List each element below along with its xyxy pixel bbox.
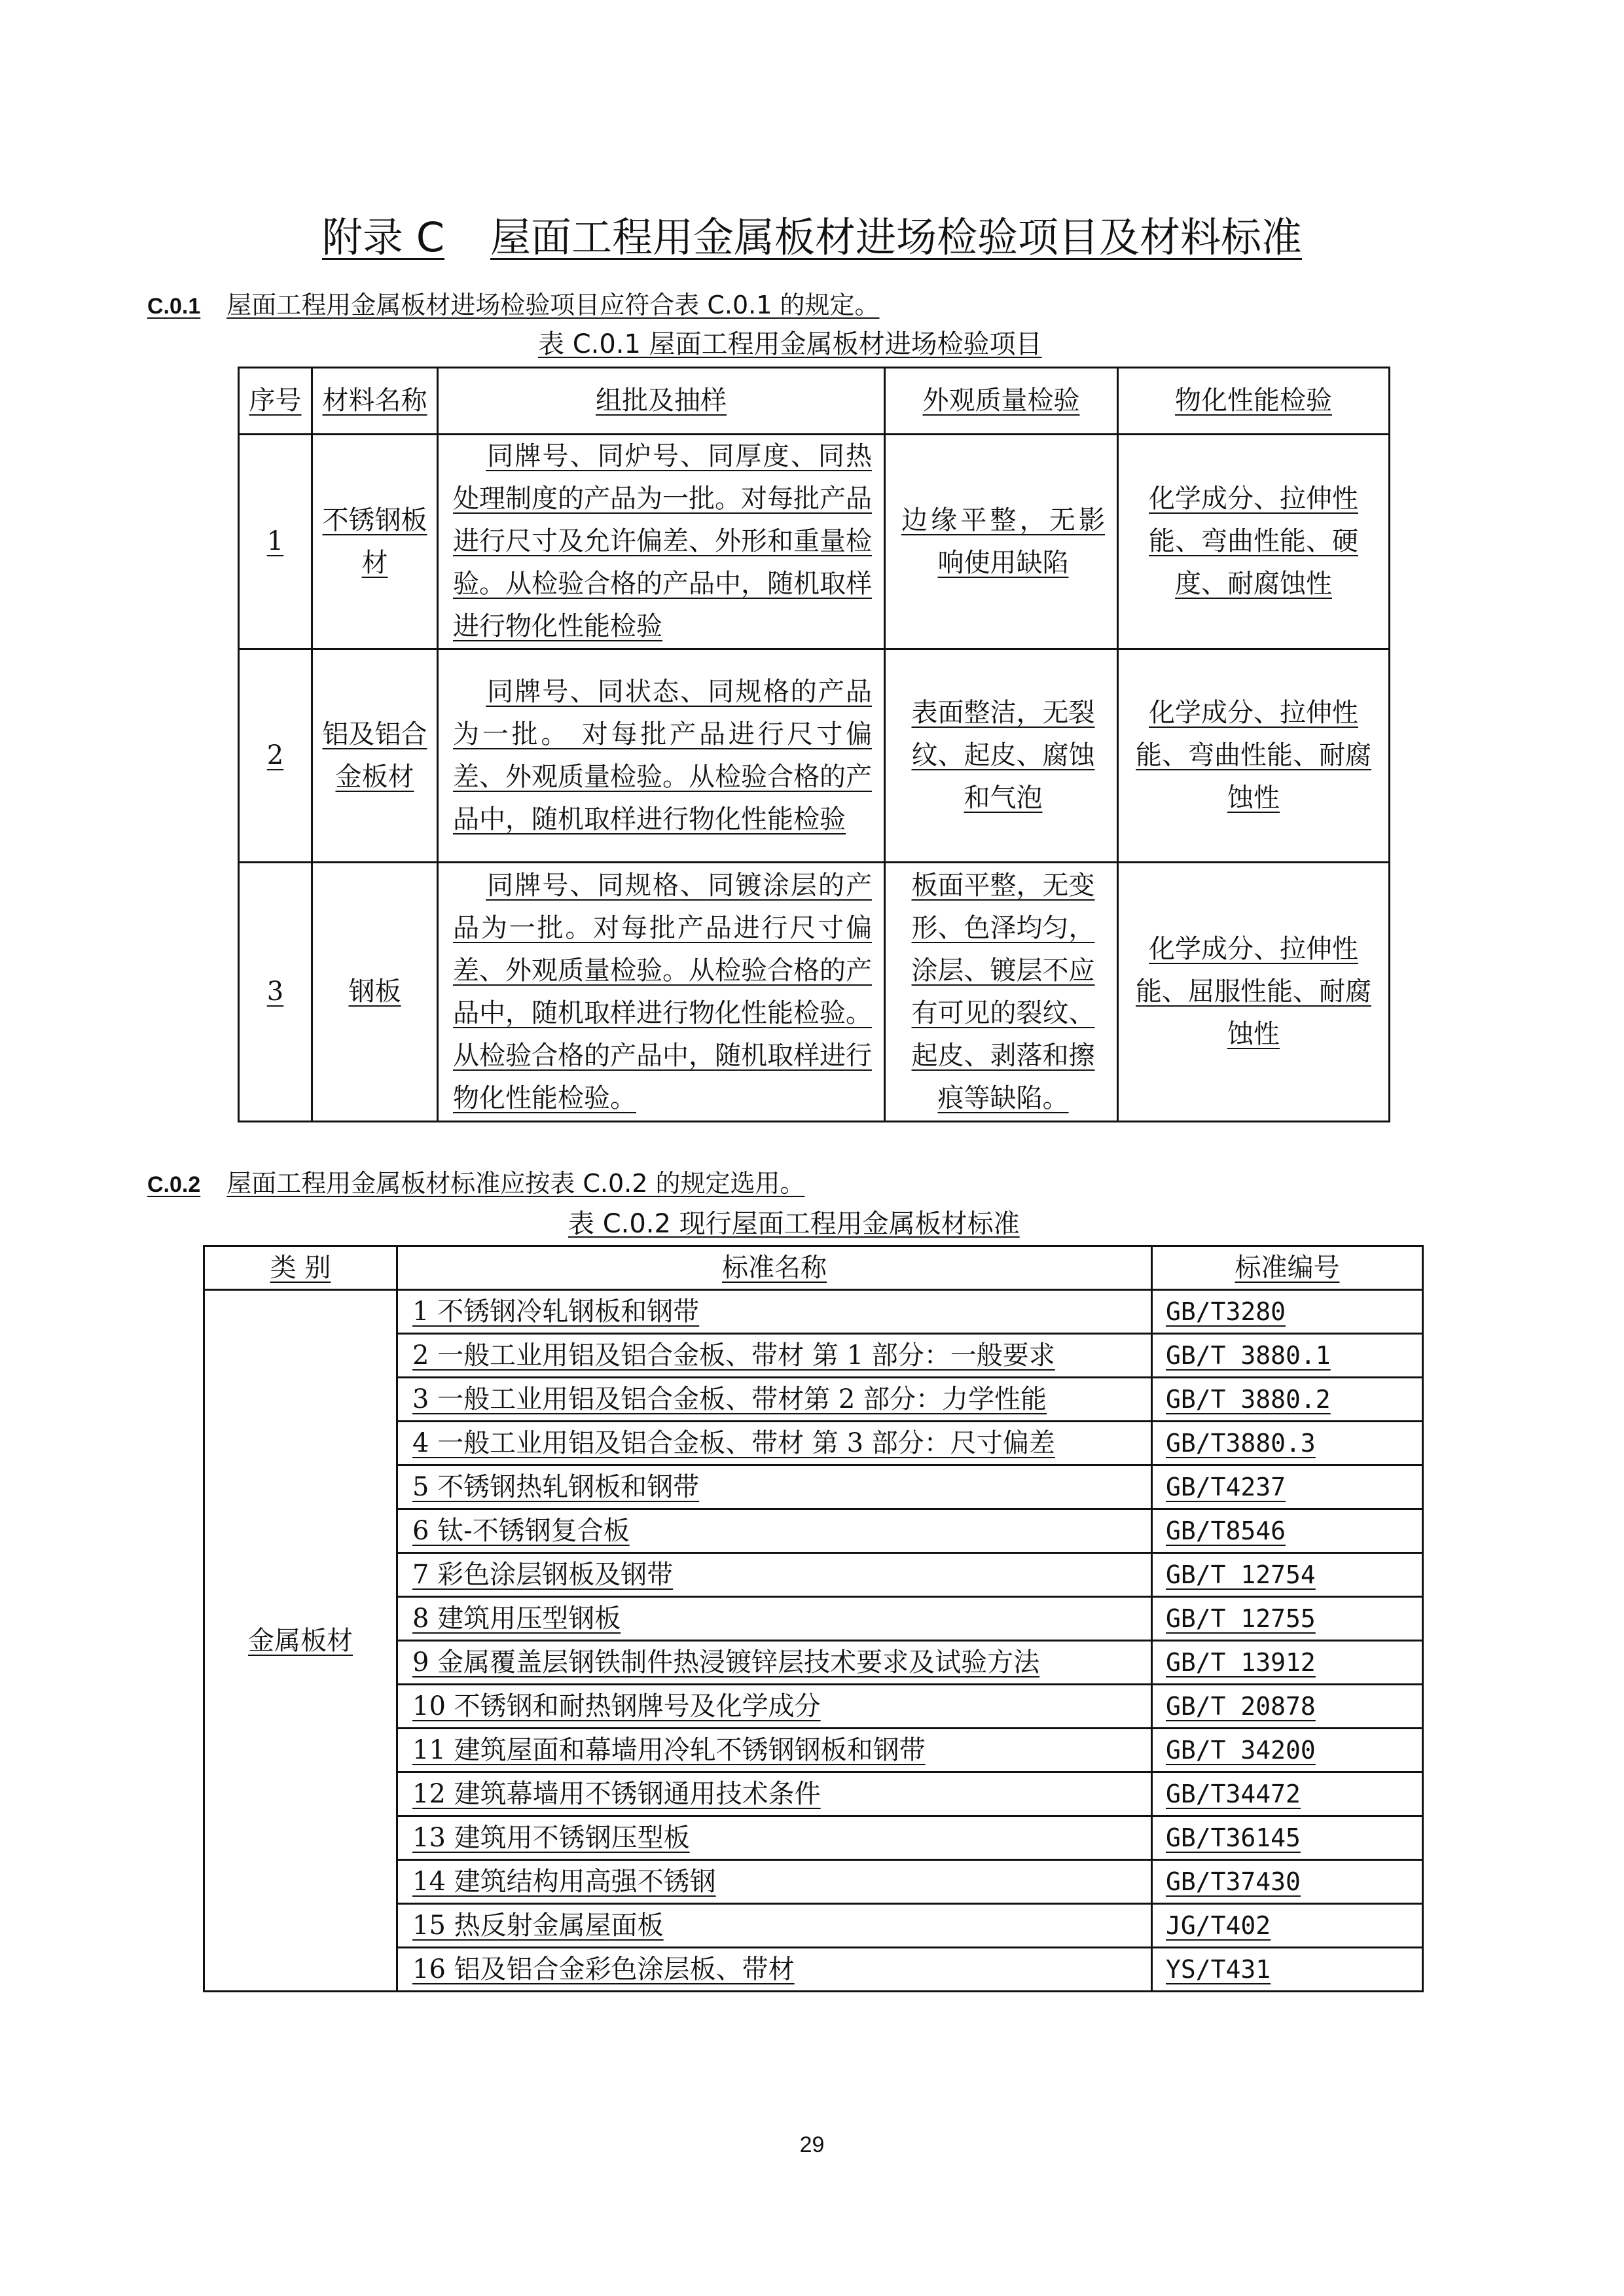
- row-sampling: 同牌号、同规格、同镀涂层的产品为一批。对每批产品进行尺寸偏差、外观质量检验。从检验合格的产品中，随机取样进行物化性能检验。从检验合格的产品中，随机取样进行物化性能检验。: [438, 863, 885, 1122]
- clause-c02-text: 屋面工程用金属板材标准应按表 C.0.2 的规定选用。: [226, 1169, 805, 1198]
- table-c01-caption: 表 C.0.1 屋面工程用金属板材进场检验项目: [538, 329, 1042, 359]
- row-no: 1: [239, 435, 312, 649]
- standard-code: GB/T3280: [1152, 1290, 1423, 1334]
- standard-code: GB/T8546: [1152, 1509, 1423, 1553]
- standard-code: GB/T4237: [1152, 1465, 1423, 1509]
- category-cell: 金属板材: [204, 1290, 397, 1992]
- row-material: 铝及铝合金板材: [312, 649, 438, 863]
- row-no: 3: [239, 863, 312, 1122]
- row-physchem: 化学成分、拉伸性能、弯曲性能、硬度、耐腐蚀性: [1118, 435, 1390, 649]
- row-sampling: 同牌号、同炉号、同厚度、同热处理制度的产品为一批。对每批产品进行尺寸及允许偏差、外形和重量检验。从检验合格的产品中，随机取样进行物化性能检验: [438, 435, 885, 649]
- standard-code: GB/T 34200: [1152, 1729, 1423, 1772]
- standard-code: GB/T 13912: [1152, 1641, 1423, 1685]
- appendix-code: 附录 C: [321, 213, 444, 261]
- header-appearance: 外观质量检验: [885, 368, 1118, 435]
- header-standard-code: 标准编号: [1152, 1246, 1423, 1290]
- table-row: [204, 1290, 1423, 1334]
- standard-name: 10 不锈钢和耐热钢牌号及化学成分: [397, 1685, 1152, 1729]
- standard-name: 15 热反射金属屋面板: [397, 1904, 1152, 1948]
- table-row: [239, 649, 1390, 863]
- table-row: [239, 435, 1390, 649]
- standard-name: 5 不锈钢热轧钢板和钢带: [397, 1465, 1152, 1509]
- standard-code: GB/T37430: [1152, 1860, 1423, 1904]
- header-no: 序号: [239, 368, 312, 435]
- row-physchem: 化学成分、拉伸性能、屈服性能、耐腐蚀性: [1118, 863, 1390, 1122]
- row-material: 钢板: [312, 863, 438, 1122]
- row-physchem: 化学成分、拉伸性能、弯曲性能、耐腐蚀性: [1118, 649, 1390, 863]
- standard-name: 12 建筑幕墙用不锈钢通用技术条件: [397, 1772, 1152, 1816]
- standard-code: YS/T431: [1152, 1948, 1423, 1992]
- standard-name: 7 彩色涂层钢板及钢带: [397, 1553, 1152, 1597]
- appendix-title-text: 屋面工程用金属板材进场检验项目及材料标准: [490, 213, 1302, 261]
- clause-c02-number: C.0.2: [147, 1172, 201, 1197]
- standard-name: 8 建筑用压型钢板: [397, 1597, 1152, 1641]
- standard-code: GB/T 12754: [1152, 1553, 1423, 1597]
- page-number: 29: [799, 2132, 825, 2157]
- header-sampling: 组批及抽样: [438, 368, 885, 435]
- table-header-row: [239, 368, 1390, 435]
- standard-name: 1 不锈钢冷轧钢板和钢带: [397, 1290, 1152, 1334]
- header-physchem: 物化性能检验: [1118, 368, 1390, 435]
- standard-name: 16 铝及铝合金彩色涂层板、带材: [397, 1948, 1152, 1992]
- table-header-row: [204, 1246, 1423, 1290]
- standard-code: GB/T3880.3: [1152, 1422, 1423, 1465]
- clause-c01: [147, 287, 879, 325]
- standard-name: 6 钛-不锈钢复合板: [397, 1509, 1152, 1553]
- inspection-items-table: [238, 367, 1390, 1122]
- standard-name: 4 一般工业用铝及铝合金板、带材 第 3 部分：尺寸偏差: [397, 1422, 1152, 1465]
- header-category: 类 别: [204, 1246, 397, 1290]
- standard-code: GB/T36145: [1152, 1816, 1423, 1860]
- standard-code: GB/T 12755: [1152, 1597, 1423, 1641]
- standard-name: 11 建筑屋面和幕墙用冷轧不锈钢钢板和钢带: [397, 1729, 1152, 1772]
- standard-code: GB/T 3880.2: [1152, 1378, 1423, 1422]
- row-appearance: 表面整洁，无裂纹、起皮、腐蚀和气泡: [885, 649, 1118, 863]
- row-no: 2: [239, 649, 312, 863]
- header-standard-name: 标准名称: [397, 1246, 1152, 1290]
- standard-code: GB/T34472: [1152, 1772, 1423, 1816]
- row-sampling: 同牌号、同状态、同规格的产品为一批。 对每批产品进行尺寸偏差、外观质量检验。从检验合格的产品中，随机取样进行物化性能检验: [438, 649, 885, 863]
- header-material: 材料名称: [312, 368, 438, 435]
- row-appearance: 板面平整，无变形、色泽均匀，涂层、镀层不应有可见的裂纹、起皮、剥落和擦痕等缺陷。: [885, 863, 1118, 1122]
- clause-c01-number: C.0.1: [147, 294, 201, 319]
- row-material: 不锈钢板材: [312, 435, 438, 649]
- standard-code: JG/T402: [1152, 1904, 1423, 1948]
- standard-name: 2 一般工业用铝及铝合金板、带材 第 1 部分：一般要求: [397, 1334, 1152, 1378]
- table-row: [239, 863, 1390, 1122]
- standard-name: 3 一般工业用铝及铝合金板、带材第 2 部分：力学性能: [397, 1378, 1152, 1422]
- table-c02-caption: 表 C.0.2 现行屋面工程用金属板材标准: [568, 1209, 1020, 1239]
- standard-name: 9 金属覆盖层钢铁制件热浸镀锌层技术要求及试验方法: [397, 1641, 1152, 1685]
- standards-table: [203, 1245, 1424, 1992]
- standard-code: GB/T 20878: [1152, 1685, 1423, 1729]
- clause-c02: [147, 1165, 804, 1203]
- standard-name: 13 建筑用不锈钢压型板: [397, 1816, 1152, 1860]
- appendix-title: [0, 208, 1624, 267]
- standard-name: 14 建筑结构用高强不锈钢: [397, 1860, 1152, 1904]
- standard-code: GB/T 3880.1: [1152, 1334, 1423, 1378]
- row-appearance: 边缘平整，无影响使用缺陷: [885, 435, 1118, 649]
- clause-c01-text: 屋面工程用金属板材进场检验项目应符合表 C.0.1 的规定。: [226, 291, 880, 319]
